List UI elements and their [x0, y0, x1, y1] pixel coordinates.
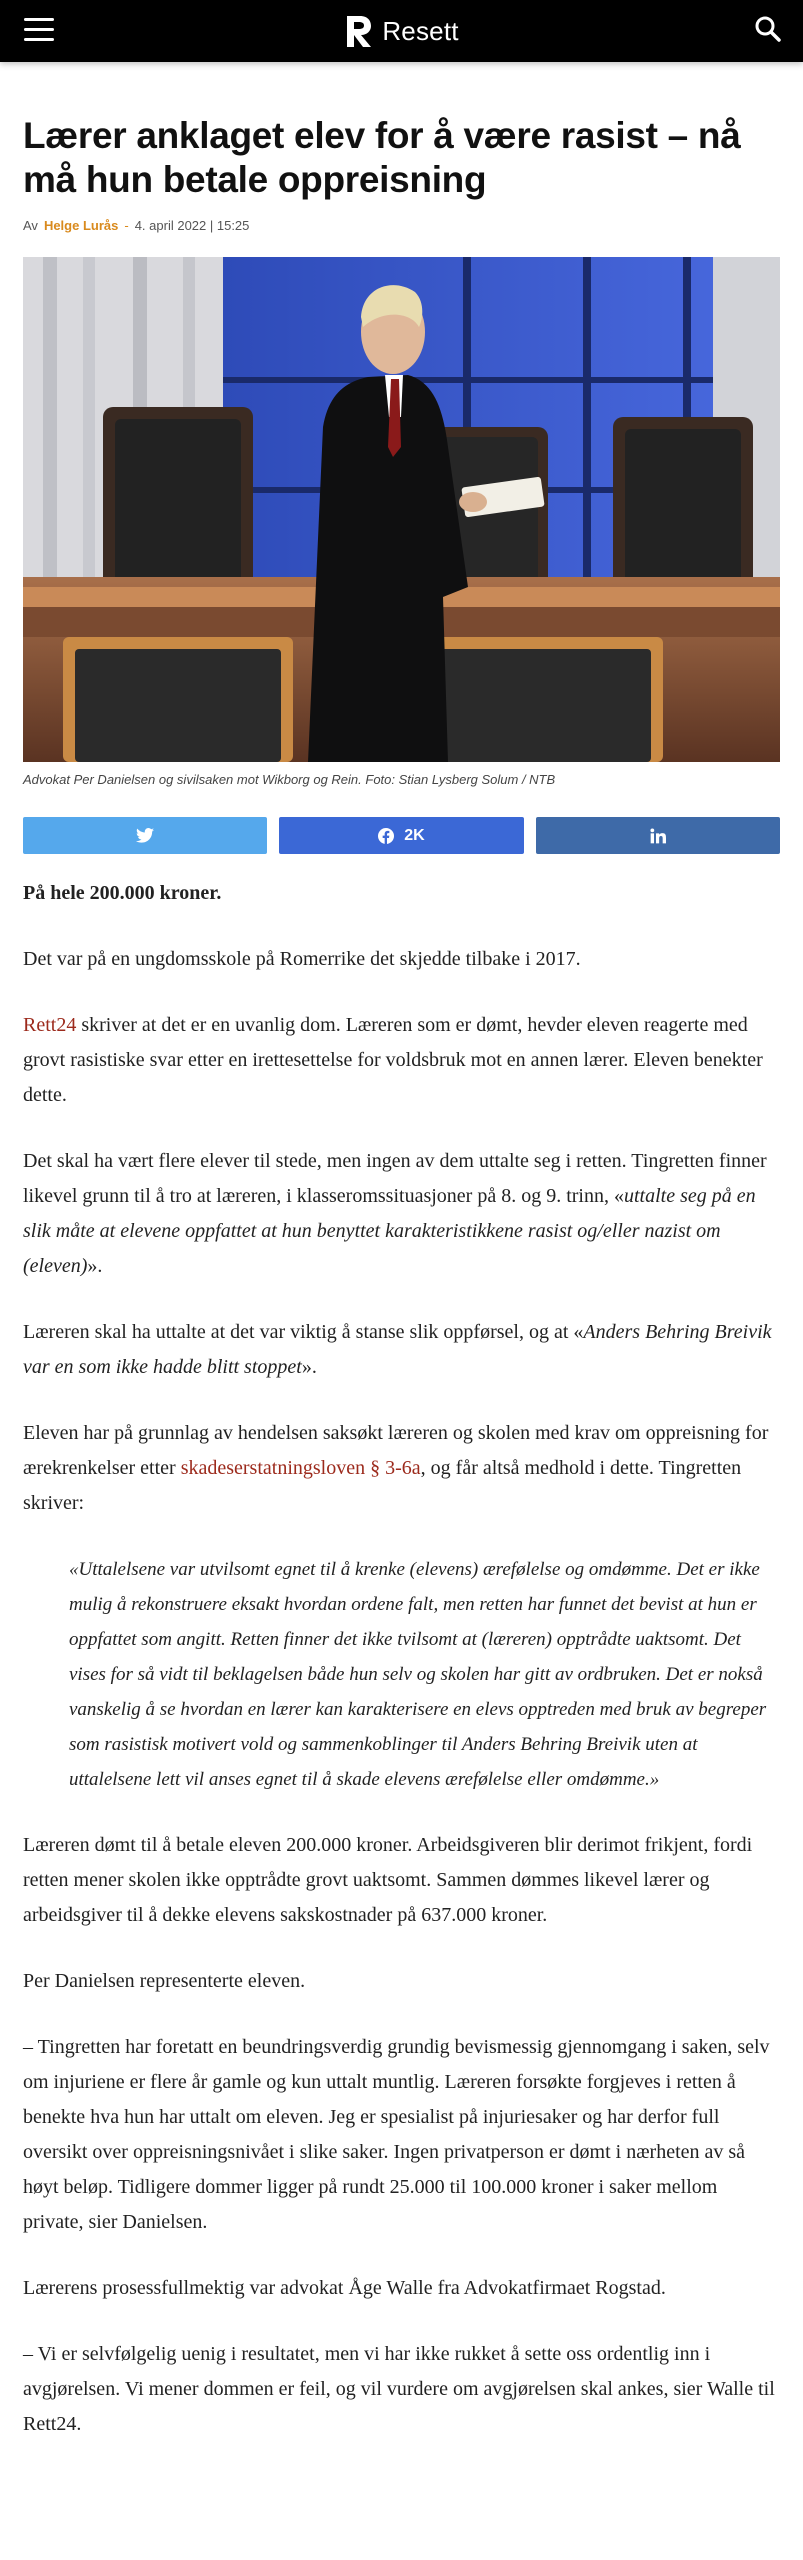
paragraph-5-end: , og får altså medhold i dette. Tingretten skriver:: [23, 1457, 742, 1514]
site-name: Resett: [382, 15, 459, 46]
rett24-link[interactable]: Rett24: [23, 1014, 77, 1036]
facebook-icon: [378, 828, 394, 844]
byline-prefix: Av: [23, 218, 38, 233]
law-link[interactable]: skadeserstatningsloven § 3-6a: [180, 1457, 421, 1479]
paragraph-3-text: Det skal ha vært flere elever til stede, men ingen av dem uttalte seg i retten. Tingretten finner likevel grunn til å tro at læreren, i klasseromssituasjoner på 8. og 9. trinn, «: [23, 1150, 767, 1207]
resett-logo-icon: [344, 13, 374, 49]
share-twitter-button[interactable]: [23, 817, 267, 854]
paragraph-10: – Vi er selvfølgelig uenig i resultatet, men vi har ikke rukket å sette oss ordentlig inn i avgjørelsen. Vi mener dommen er feil, og vil vurdere om avgjørelsen skal ankes, sier Walle til Rett24.: [23, 2343, 775, 2435]
twitter-icon: [136, 828, 154, 843]
paragraph-4: [23, 1315, 780, 1385]
hero-image: [23, 257, 780, 762]
share-bar: [23, 817, 780, 854]
paragraph-3-end: ».: [87, 1255, 103, 1277]
article-headline: Lærer anklaget elev for å være rasist – nå må hun betale oppreisning: [23, 115, 741, 200]
paragraph-7: Per Danielsen representerte eleven.: [23, 1970, 306, 1992]
publish-date: 4. april 2022 | 15:25: [134, 218, 250, 233]
paragraph-8: – Tingretten har foretatt en beundringsverdig grundig bevismessig gjennomgang i saken, selv om injuriene er flere år gamle og kun uttalt muntlig. Læreren forsøkte forgjeves i retten å benekte hva hun har uttalt om eleven. Jeg er spesialist på injuriesaker og har derfor full oversikt over oppreisningsnivået i slike saker. Ingen privatperson er dømt i nærheten av så høyt beløp. Tidligere dommer ligger på rundt 25.000 til 100.000 kroner i saker mellom private, sier Danielsen.: [23, 2036, 770, 2233]
byline-separator: -: [124, 218, 129, 233]
paragraph-4-end: ».: [301, 1356, 317, 1378]
paragraph-2-text: skriver at det er en uvanlig dom. Læreren som er dømt, hevder eleven reagerte med grovt rasistiske svar etter en irettesettelse for voldsbruk mot en annen lærer. Eleven benekter dette.: [23, 1014, 763, 1106]
lead-text: På hele 200.000 kroner.: [23, 882, 222, 904]
facebook-share-count: 2K: [404, 826, 425, 844]
search-icon[interactable]: [753, 14, 783, 44]
image-caption: Advokat Per Danielsen og sivilsaken mot Wikborg og Rein. Foto: Stian Lysberg Solum / NTB: [23, 772, 556, 787]
paragraph-6: Læreren dømt til å betale eleven 200.000 kroner. Arbeidsgiveren blir derimot frikjent, fordi retten mener skolen ikke opptrådte grovt uaktsomt. Sammen dømmes likevel lærer og arbeidsgiver til å dekke elevens sakskostnader på 637.000 kroner.: [23, 1834, 753, 1926]
paragraph-5-text: Eleven har på grunnlag av hendelsen saksøkt læreren og skolen med krav om oppreisning for ærekrenkelser etter: [23, 1422, 769, 1479]
paragraph-4-text: Læreren skal ha uttalte at det var viktig å stanse slik oppførsel, og at «: [23, 1321, 584, 1343]
paragraph-1: Det var på en ungdomsskole på Romerrike det skjedde tilbake i 2017.: [23, 948, 581, 970]
court-quote: «Uttalelsene var utvilsomt egnet til å krenke (elevens) ærefølelse og omdømme. Det er ikke mulig å rekonstruere eksakt hvordan ordene falt, men retten har funnet det bevist at hun er oppfattet som angitt. Retten finner det ikke tvilsomt at (læreren) opptrådte uaktsomt. Det vises for så vidt til beklagelsen både hun selv og skolen har gitt av ordbruken. Det er nokså vanskelig å se hvordan en lærer kan karakterisere en elevs opptreden med bruk av begreper som rasistisk motivert vold og sammenkoblinger til Anders Behring Breivik uten at uttalelsene lett vil anses egnet til å skade elevens ærefølelse eller omdømme.»: [69, 1559, 767, 1790]
paragraph-4-quote: Anders Behring Breivik var en som ikke hadde blitt stoppet: [23, 1321, 772, 1378]
lead-paragraph: [23, 876, 780, 911]
paragraph-9: Lærerens prosessfullmektig var advokat Åge Walle fra Advokatfirmaet Rogstad.: [23, 2277, 666, 2299]
article: [23, 62, 780, 2473]
site-logo[interactable]: [344, 13, 458, 49]
linkedin-icon: [650, 828, 666, 844]
paragraph-2: [23, 1008, 780, 1113]
hamburger-menu-icon[interactable]: [24, 18, 54, 42]
courtroom-photo: [23, 257, 780, 762]
top-navigation-bar: [0, 0, 803, 62]
author-link[interactable]: Helge Lurås: [43, 218, 119, 233]
paragraph-3-quote: uttalte seg på en slik måte at elevene oppfattet at hun benyttet karakteristikkene rasist og/eller nazist om (eleven): [23, 1185, 756, 1277]
byline: [23, 218, 780, 233]
paragraph-5: [23, 1416, 780, 1521]
paragraph-3: [23, 1144, 780, 1284]
article-body: [23, 876, 780, 2442]
share-facebook-button[interactable]: [279, 817, 523, 854]
share-linkedin-button[interactable]: [536, 817, 780, 854]
